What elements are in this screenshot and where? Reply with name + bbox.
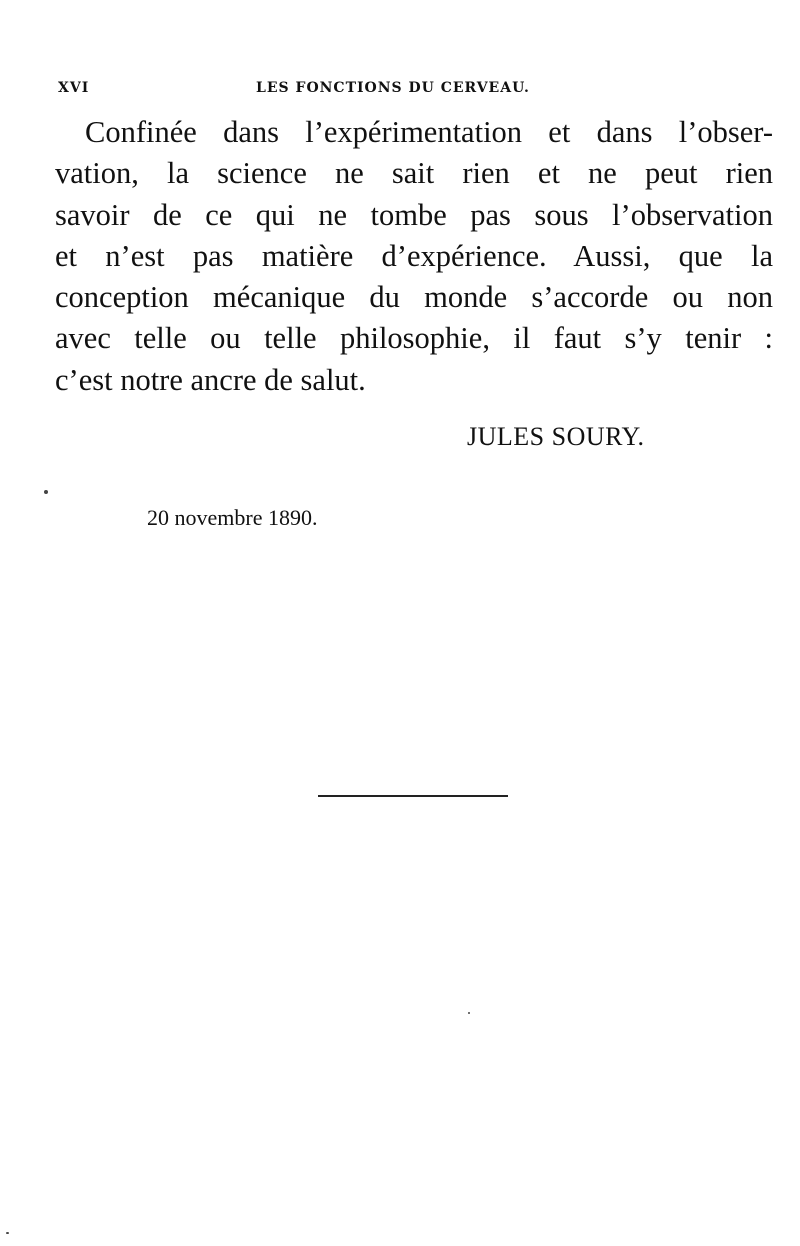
- end-rule: [318, 795, 508, 797]
- paragraph-line: Confinée dans l’expérimentation et dans l’obser-: [85, 115, 773, 149]
- print-speck: [468, 1012, 470, 1014]
- author-signature: JULES SOURY.: [467, 422, 645, 451]
- paragraph-line: avec telle ou telle philosophie, il faut s’y tenir :: [55, 321, 773, 356]
- print-speck: [44, 490, 48, 494]
- paragraph-line: c’est notre ancre de salut.: [55, 362, 366, 397]
- print-speck: [6, 1232, 9, 1234]
- running-head: [58, 80, 748, 102]
- paragraph-line: et n’est pas matière d’expérience. Aussi, que la: [55, 238, 773, 273]
- paragraph-line: vation, la science ne sait rien et ne peut rien: [55, 156, 773, 191]
- paragraph-line: conception mécanique du monde s’accorde ou non: [55, 280, 773, 315]
- paragraph-line: savoir de ce qui ne tombe pas sous l’observation: [55, 197, 773, 232]
- running-head-title: LES FONCTIONS DU CERVEAU.: [256, 80, 530, 96]
- body-paragraph: [55, 112, 773, 401]
- date-line: 20 novembre 1890.: [147, 505, 318, 530]
- page-number: XVI: [58, 80, 90, 96]
